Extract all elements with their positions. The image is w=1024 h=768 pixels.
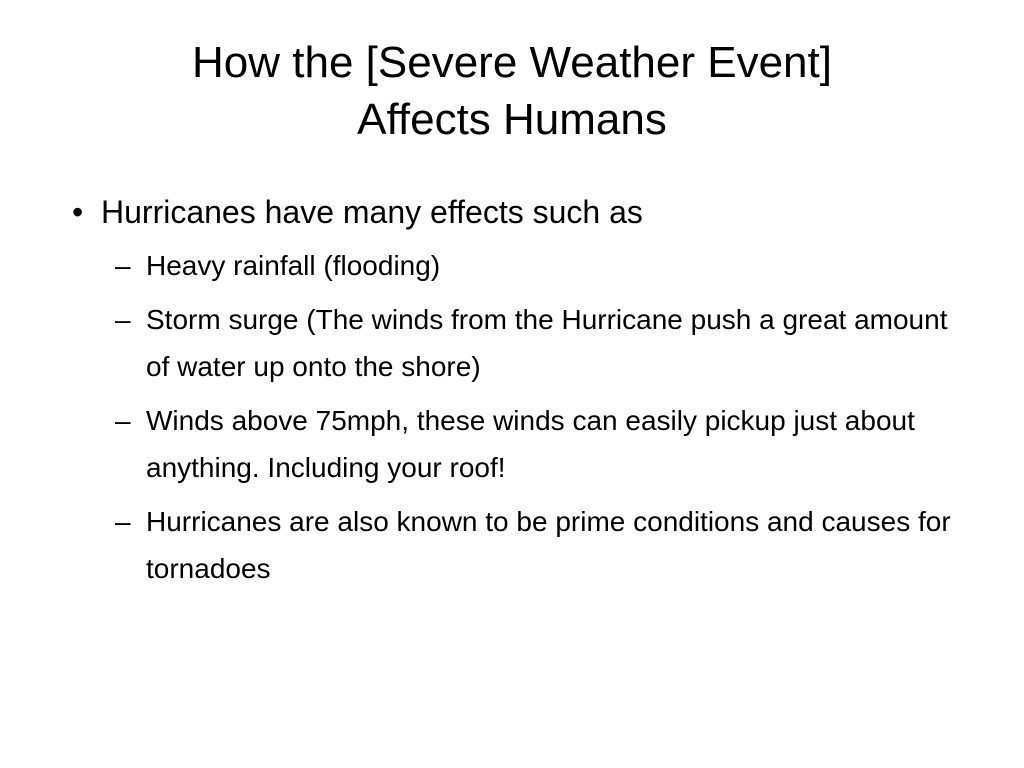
sub-bullet-text: Winds above 75mph, these winds can easily pickup just about anything. Including your roof!	[146, 405, 915, 483]
sub-bullet-item	[60, 498, 970, 592]
sub-bullet-text: Storm surge (The winds from the Hurricane push a great amount of water up onto the shore)	[146, 304, 948, 382]
sub-bullet-text: Hurricanes are also known to be prime conditions and causes for tornadoes	[146, 506, 951, 584]
sub-bullet-item	[60, 397, 970, 491]
dash-marker: –	[115, 250, 131, 281]
dash-marker: –	[115, 506, 131, 537]
title-line-1: How the [Severe Weather Event]	[192, 38, 832, 87]
dash-marker: –	[115, 405, 131, 436]
dash-marker: –	[115, 304, 131, 335]
title-line-2: Affects Humans	[357, 95, 667, 144]
bullet-marker: •	[72, 194, 84, 230]
bullet-text: Hurricanes have many effects such as	[101, 194, 643, 230]
slide-body	[60, 188, 970, 599]
sub-bullet-item	[60, 242, 970, 289]
slide-title	[60, 34, 964, 148]
sub-bullet-item	[60, 296, 970, 390]
sub-bullet-text: Heavy rainfall (flooding)	[146, 250, 441, 281]
bullet-item	[60, 188, 970, 236]
